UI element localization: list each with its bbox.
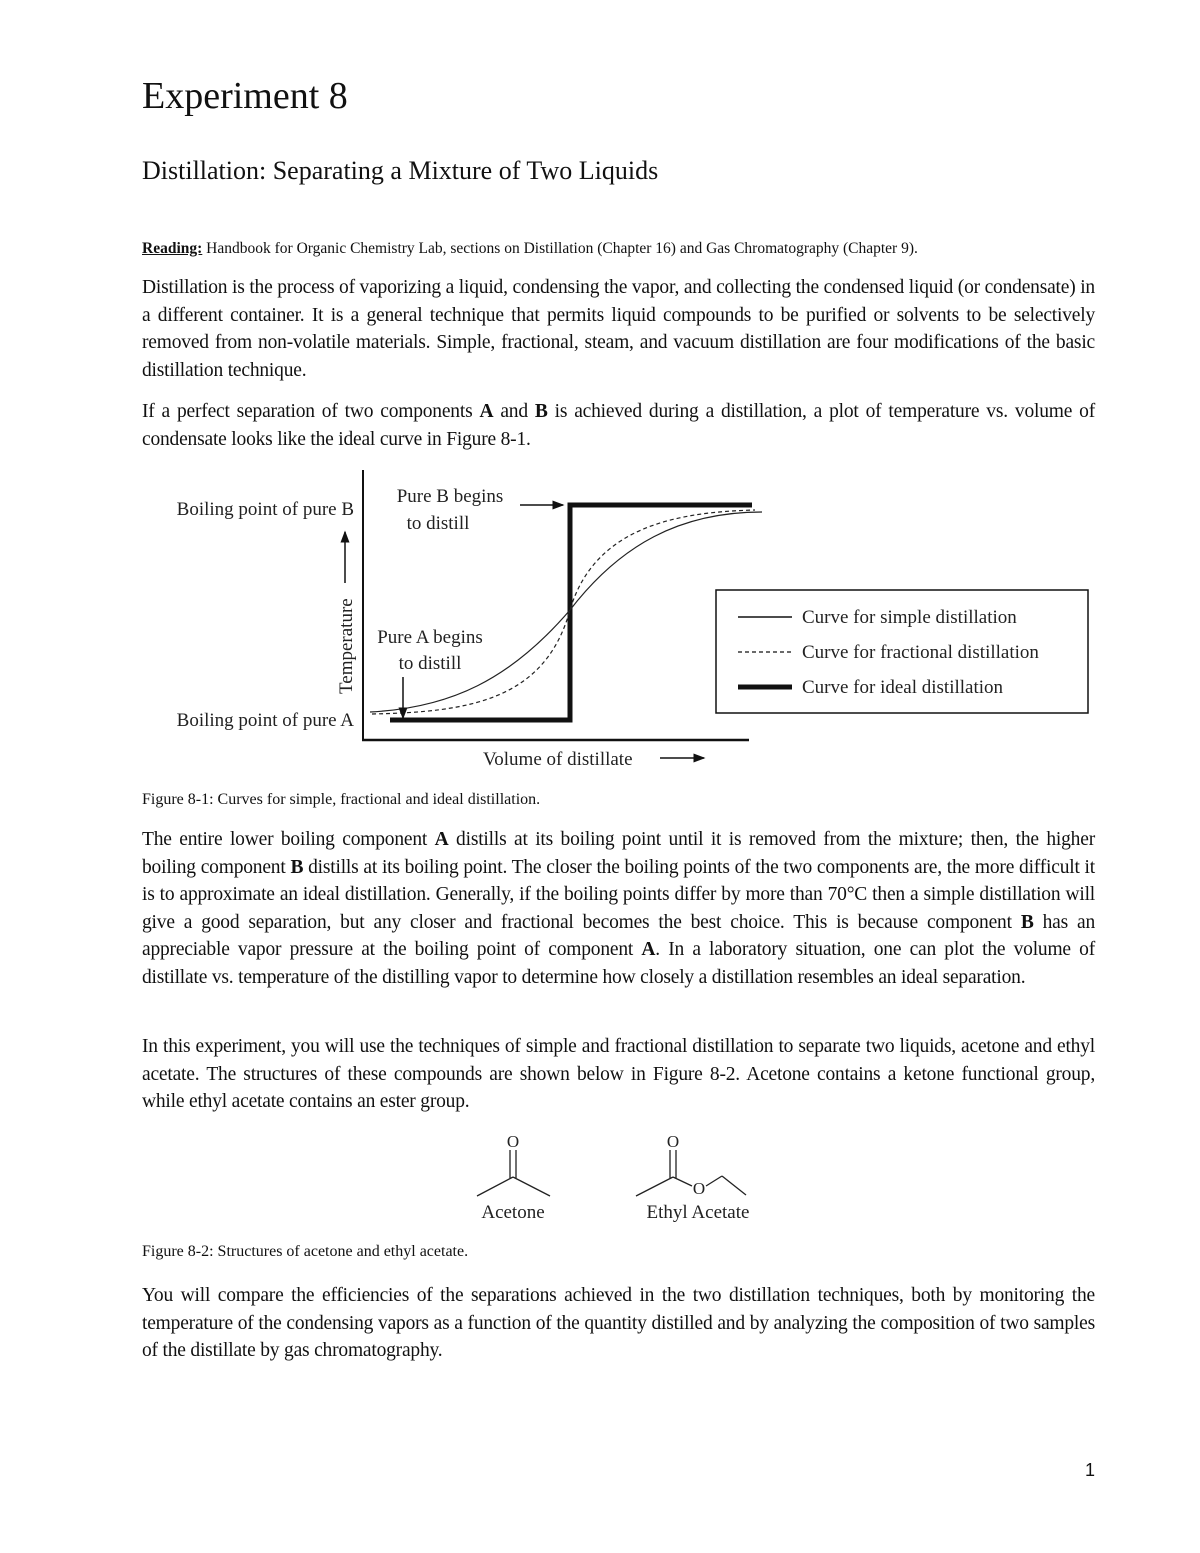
text: If a perfect separation of two components xyxy=(142,401,480,422)
text-bold: B xyxy=(534,401,548,422)
text: The entire lower boiling component xyxy=(142,829,435,850)
legend-simple: Curve for simple distillation xyxy=(802,607,1017,628)
figure-structures xyxy=(0,1120,1200,1230)
page-number: 1 xyxy=(1085,1460,1096,1480)
paragraph-explanation xyxy=(142,826,1095,992)
text: and xyxy=(493,401,535,422)
text-bold: B xyxy=(290,856,304,878)
ethyl-acetate-structure xyxy=(636,1150,746,1196)
annot-b-line2: to distill xyxy=(406,513,470,534)
label-bp-a: Boiling point of pure A xyxy=(176,710,354,731)
paragraph-experiment: In this experiment, you will use the techniques of simple and fractional distillation to separate two liquids, acetone and ethyl acetate. The structures of these compounds are shown below in Figure 8-2. Acetone contains a ketone functional group, while ethyl acetate contains an ester group. xyxy=(142,1036,1095,1113)
ethyl-acetate-label: Ethyl Acetate xyxy=(646,1202,750,1223)
text-bold: B xyxy=(1020,911,1034,933)
reading-text: Handbook for Organic Chemistry Lab, sections on Distillation (Chapter 16) and Gas Chromatography (Chapter 9). xyxy=(202,240,918,257)
text: is achieved during a distillation, a plot of temperature vs. volume of condensate looks like the ideal curve in Figure 8-1. xyxy=(142,401,1096,450)
figure2-caption: Figure 8-2: Structures of acetone and ethyl acetate. xyxy=(142,1243,469,1260)
figure1-caption: Figure 8-1: Curves for simple, fractional and ideal distillation. xyxy=(142,791,541,808)
text-bold: A xyxy=(641,939,656,961)
label-bp-b: Boiling point of pure B xyxy=(176,499,354,520)
acetone-label: Acetone xyxy=(481,1202,545,1223)
annot-a-line1: Pure A begins xyxy=(377,627,483,648)
page-title: Experiment 8 xyxy=(142,75,348,117)
paragraph-intro: Distillation is the process of vaporizing a liquid, condensing the vapor, and collecting the condensed liquid (or condensate) in a different container. It is a general technique that permits liquid compounds to be purified or solvents to be selectively removed from non-volatile materials. Simple, fractional, steam, and vacuum distillation are four modifications of the basic distillation technique. xyxy=(142,277,1095,381)
text-bold: A xyxy=(434,829,449,850)
fractional-curve xyxy=(372,510,755,714)
carbonyl-oxygen: O xyxy=(666,1132,680,1151)
page-subtitle: Distillation: Separating a Mixture of Two Liquids xyxy=(142,156,659,185)
paragraph-compare: You will compare the efficiencies of the separations achieved in the two distillation techniques, both by monitoring the temperature of the condensing vapors as a function of the quantity distilled and by analyzing the composition of two samples of the distillate by gas chromatography. xyxy=(142,1285,1095,1362)
ideal-curve xyxy=(390,505,752,720)
simple-curve xyxy=(370,512,762,712)
text: has an appreciable vapor pressure at the boiling point of component xyxy=(142,911,1095,961)
reading-label: Reading: xyxy=(142,240,203,257)
legend-fractional: Curve for fractional distillation xyxy=(802,642,1039,663)
acetone-structure xyxy=(477,1150,550,1196)
text: distills at its boiling point. The closer the boiling points of the two components are, the more difficult it is to approximate an ideal distillation. Generally, if the boiling points differ by more than 70°C then a simple distillation will give a good separation, but any closer and fractional becomes the best choice. This is because component xyxy=(142,856,1095,933)
ester-oxygen: O xyxy=(692,1179,706,1198)
text: distills at its boiling point until it is removed from the mixture; then, the higher boiling component xyxy=(142,829,1095,878)
y-axis-label: Temperature xyxy=(336,598,357,694)
annot-a-line2: to distill xyxy=(398,653,462,674)
text-bold: A xyxy=(479,401,494,422)
x-axis-label: Volume of distillate xyxy=(483,749,633,770)
annot-b-line1: Pure B begins xyxy=(396,486,504,507)
text: . In a laboratory situation, one can plot the volume of distillate vs. temperature of the distilling vapor to determine how closely a distillation resembles an ideal separation. xyxy=(142,939,1095,988)
acetone-oxygen: O xyxy=(506,1132,520,1151)
legend-ideal: Curve for ideal distillation xyxy=(802,677,1004,698)
